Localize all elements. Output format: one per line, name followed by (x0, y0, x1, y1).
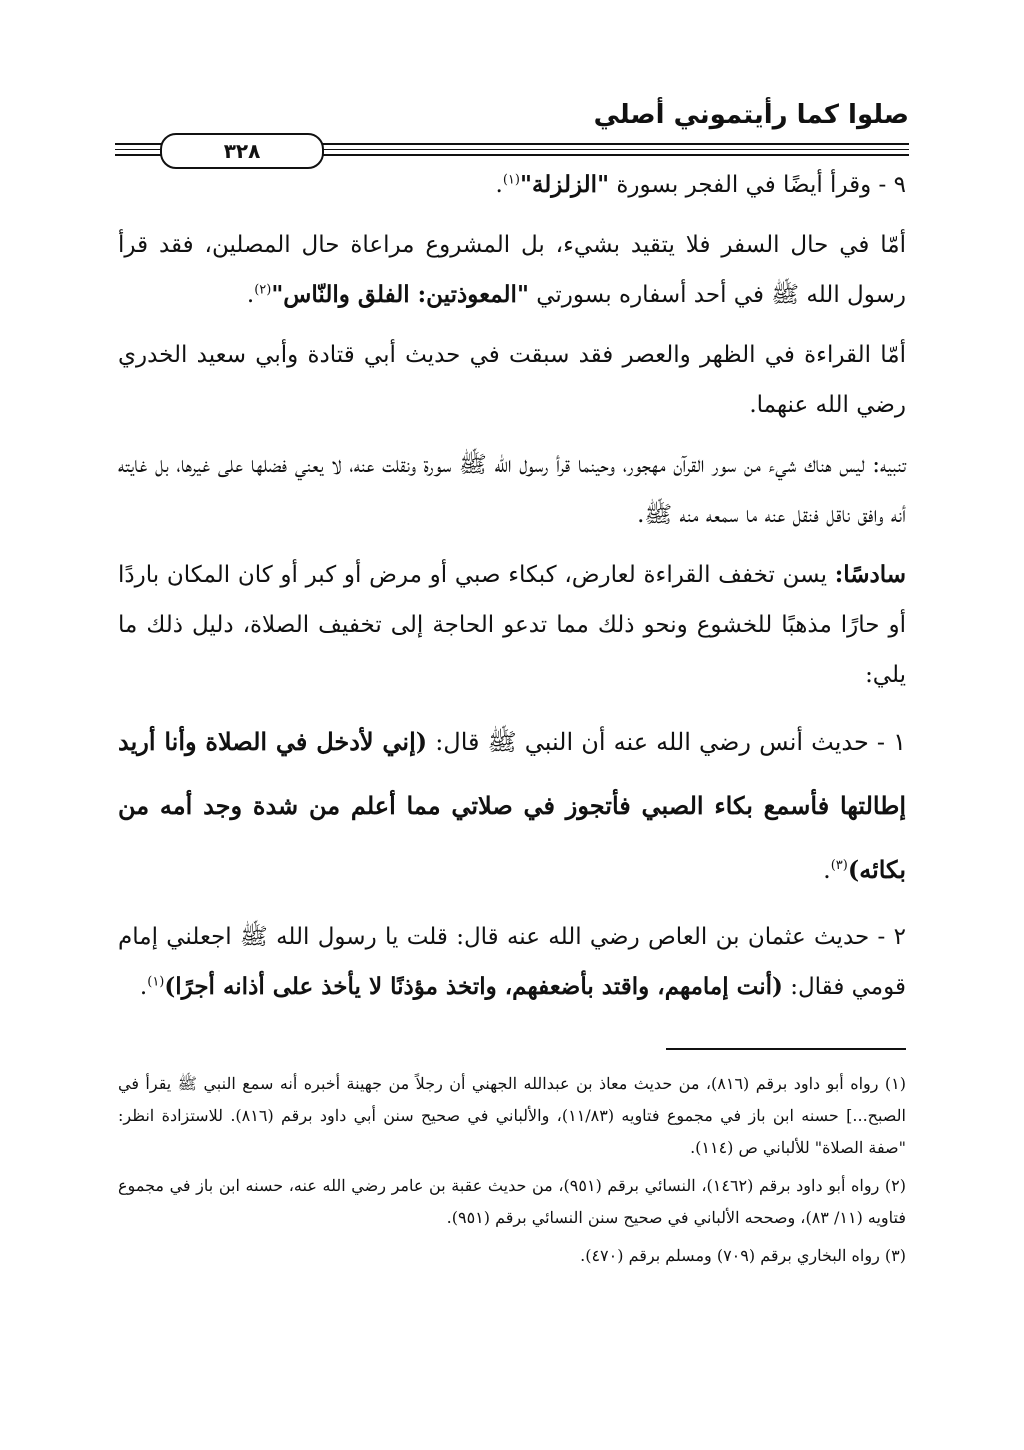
p5-text: يسن تخفف القراءة لعارض، كبكاء صبي أو مرض أو كبر أو كان المكان باردًا أو حارًا مذهبًا للخشوع ونحو ذلك مما تدعو الحاجة إلى تخفيف الصلاة، دليل ذلك ما يلي: (118, 562, 906, 688)
footnote-ref-4: (١) (147, 974, 165, 990)
p5-bold: سادسًا: (834, 561, 906, 588)
footnote-ref-3: (٣) (830, 858, 848, 873)
paragraph-2 (118, 220, 906, 320)
p6-text: ١ - حديث أنس رضي الله عنه أن النبي ﷺ قال: (427, 728, 906, 756)
p1-bold: "الزلزلة" (519, 171, 610, 198)
footnote-2: (٢) رواه أبو داود برقم (١٤٦٢)، النسائي برقم (٩٥١)، من حديث عقبة بن عامر رضي الله عنه، حسنه ابن باز في مجموع فتاويه (١١/ ٨٣)، وصححه الألباني في صحيح سنن النسائي برقم (٩٥١). (118, 1176, 906, 1227)
book-title: صلوا كما رأيتموني أصلي (593, 100, 909, 130)
main-text (118, 160, 906, 1022)
footnote-3: (٣) رواه البخاري برقم (٧٠٩) ومسلم برقم (٤٧٠). (580, 1246, 906, 1265)
p6-bold: (إني لأدخل في الصلاة وأنا أريد إطالتها فأسمع بكاء الصبي فأتجوز في صلاتي مما أعلم من شدة وجد أمه من بكائه) (118, 727, 906, 884)
paragraph-7 (118, 912, 906, 1012)
footnote-ref-1: (١) (502, 172, 520, 188)
page-number: ٣٢٨ (160, 133, 324, 169)
paragraph-4 (118, 440, 906, 540)
footnote-separator (666, 1048, 906, 1050)
paragraph-1 (118, 160, 906, 210)
p6-end: . (823, 856, 831, 884)
footnote-1: (١) رواه أبو داود برقم (٨١٦)، من حديث معاذ بن عبدالله الجهني أن رجلاً من جهينة أخبره أنه سمع النبي ﷺ يقرأ في الصبح...] حسنه ابن باز في مجموع فتاويه (١١/٨٣)، والألباني في صحيح سنن أبي داود برقم (٨١٦). للاستزادة انظر: "صفة الصلاة" للألباني ص (١١٤). (118, 1074, 907, 1157)
p3-text: أمّا القراءة في الظهر والعصر فقد سبقت في حديث أبي قتادة وأبي سعيد الخدري رضي الله عنهما. (118, 342, 906, 418)
p2-text: أمّا في حال السفر فلا يتقيد بشيء، بل المشروع مراعاة حال المصلين، فقد قرأ رسول الله ﷺ في أحد أسفاره بسورتي (118, 232, 906, 308)
p7-text: ٢ - حديث عثمان بن العاص رضي الله عنه قال: قلت يا رسول الله ﷺ اجعلني إمام قومي فقال: (118, 924, 906, 1000)
p2-bold: "المعوذتين: الفلق والنّاس" (271, 281, 529, 308)
paragraph-3 (118, 330, 906, 430)
footnotes (118, 1068, 906, 1278)
p7-bold: (أنت إمامهم، واقتد بأضعفهم، واتخذ مؤذنًا لا يأخذ على أذانه أجرًا) (164, 973, 783, 1000)
p1-end: . (495, 172, 503, 198)
footnote-ref-2: (٢) (254, 282, 272, 298)
p2-end: . (246, 282, 255, 308)
paragraph-6 (118, 710, 906, 902)
p4-text: تنبيه: ليس هناك شيء من سور القرآن مهجور، وحينما قرأ رسول الله ﷺ سورة ونقلت عنه، لا يعني فضلها على غيرها، بل غايته أنه وافق ناقل فنقل عنه ما سمعه منه ﷺ. (118, 452, 906, 528)
p1-text: ٩ - وقرأ أيضًا في الفجر بسورة (609, 172, 906, 198)
p7-end: . (139, 974, 148, 1000)
paragraph-5 (118, 550, 906, 700)
